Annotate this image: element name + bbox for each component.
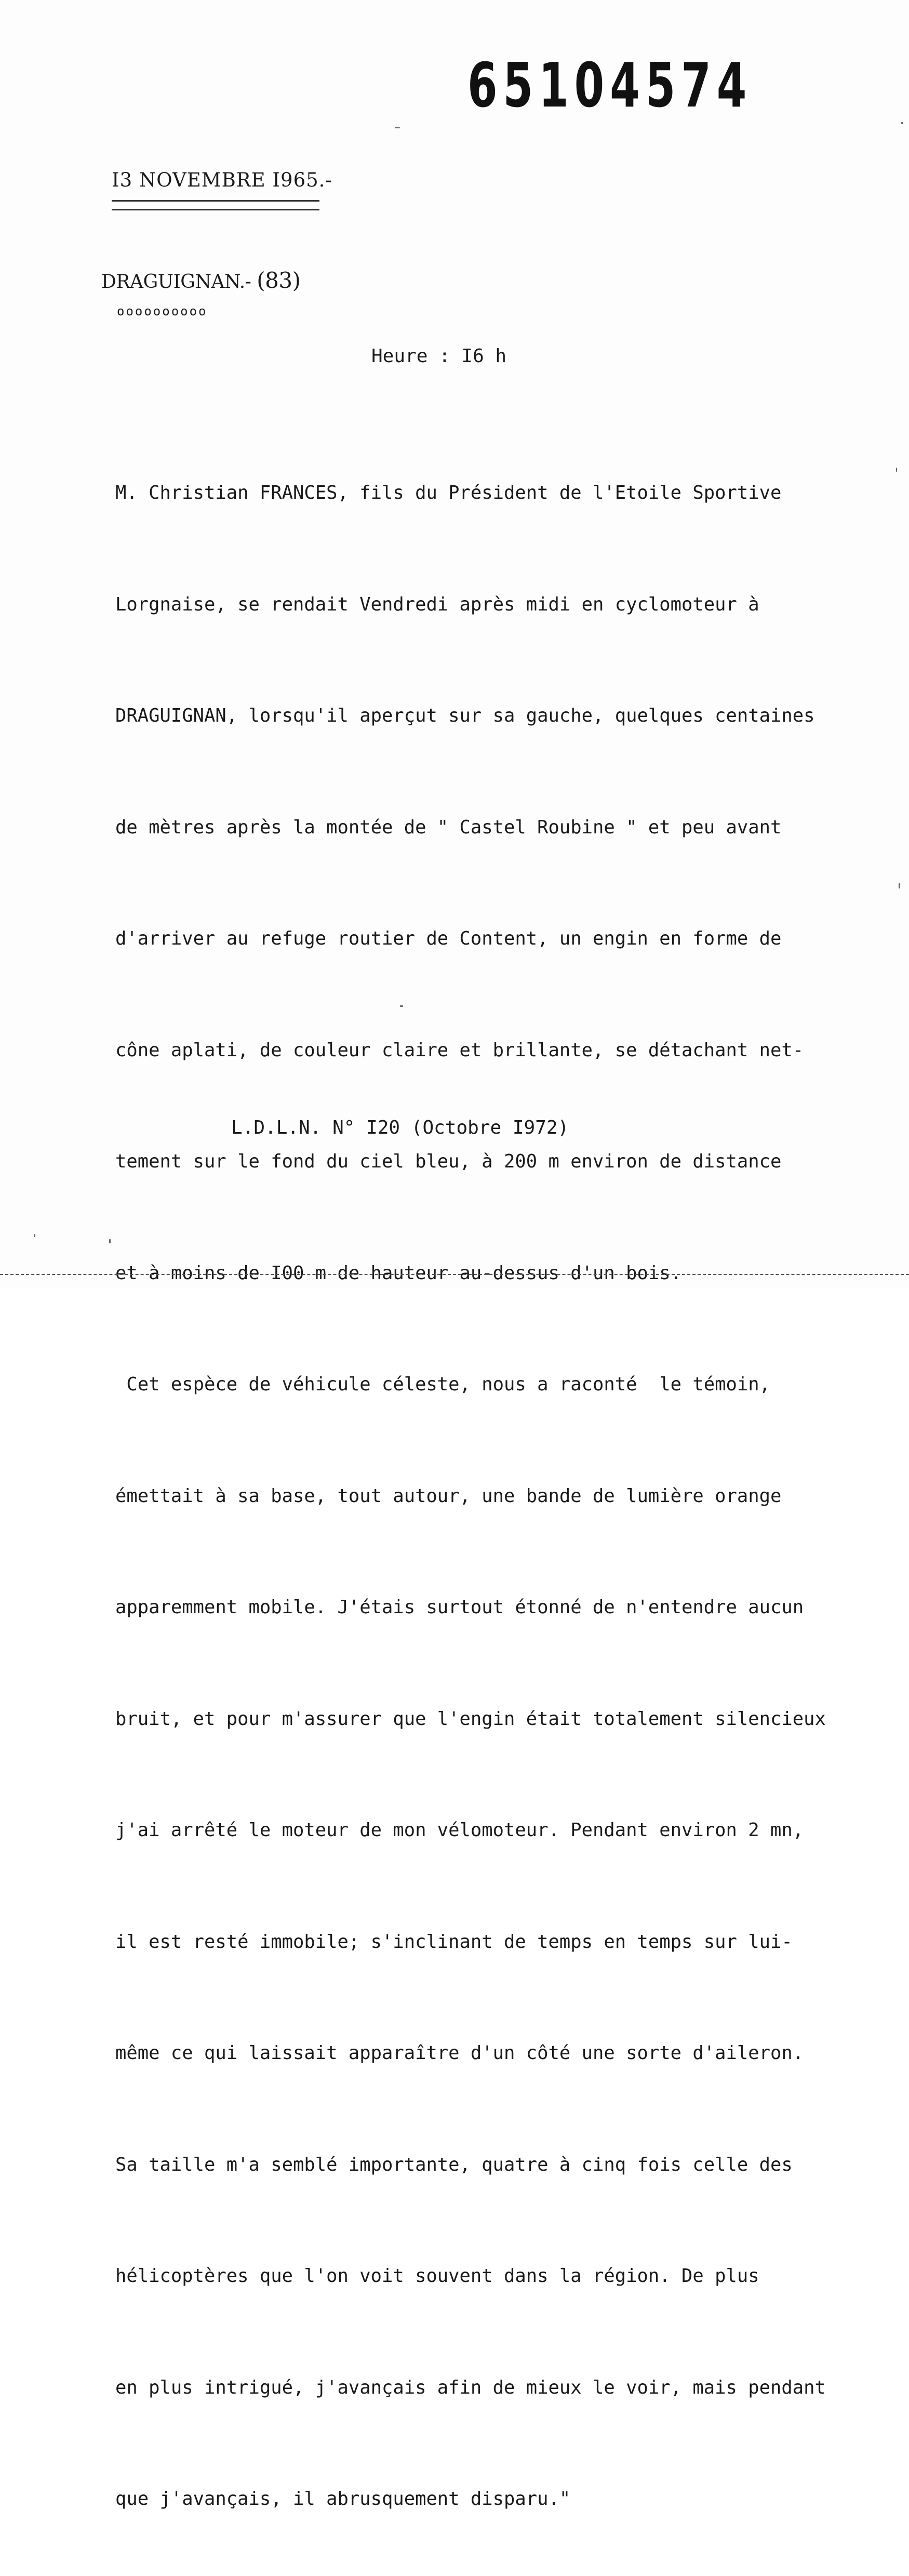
source-citation: L.D.L.N. N° I20 (Octobre I972) [231,1117,569,1138]
report-body [115,400,905,2576]
body-line: bruit, et pour m'assurer que l'engin était totalement silencieux [115,1708,826,1730]
scan-bottom-edge [0,1274,909,1275]
report-location [101,268,301,293]
report-date: I3 NOVEMBRE I965.- [112,169,332,191]
body-line: Cet espèce de véhicule céleste, nous a raconté le témoin, [115,1374,770,1395]
body-line: apparemment mobile. J'étais surtout étonné de n'entendre aucun [115,1597,804,1618]
body-line: émettait à sa base, tout autour, une bande de lumière orange [115,1485,782,1507]
body-line: M. Christian FRANCES, fils du Président de l'Etoile Sportive [115,482,782,503]
body-line: il est resté immobile; s'inclinant de temps en temps sur lui- [115,1931,793,1953]
location-department: (83) [257,268,301,293]
scan-speck [395,127,400,128]
body-line: Sa taille m'a semblé importante, quatre à cinq fois celle des [115,2154,793,2175]
body-line: et à moins de I00 m de hauteur au-dessus d'un bois. [115,1262,682,1284]
body-line: d'arriver au refuge routier de Content, un engin en forme de [115,928,782,949]
scan-speck [34,1234,35,1237]
scan-speck [896,468,897,472]
body-line: cône aplati, de couleur claire et brillante, se détachant net- [115,1039,804,1061]
location-underline-dots: oooooooooo [117,304,208,318]
body-line: tement sur le fond du ciel bleu, à 200 m environ de distance [115,1151,782,1172]
scan-speck [901,122,903,124]
document-number: 65104574 [467,49,753,121]
body-line: même ce qui laissait apparaître d'un côté une sorte d'aileron. [115,2042,804,2064]
body-line: hélicoptères que l'on voit souvent dans la région. De plus [115,2265,759,2287]
body-line: de mètres après la montée de " Castel Roubine " et peu avant [115,816,782,838]
report-hour: Heure : I6 h [371,346,507,367]
body-line: que j'avançais, il abrusquement disparu." [115,2488,571,2509]
scan-speck [400,1005,403,1007]
scan-speck [109,1239,111,1243]
body-line: DRAGUIGNAN, lorsqu'il aperçut sur sa gauche, quelques centaines [115,705,815,726]
body-line: en plus intrigué, j'avançais afin de mieux le voir, mais pendant [115,2376,826,2398]
location-name: DRAGUIGNAN.- [101,271,257,293]
scan-speck [899,883,900,888]
body-line: Lorgnaise, se rendait Vendredi après midi en cyclomoteur à [115,593,759,615]
date-double-underline [112,200,319,210]
body-line: j'ai arrêté le moteur de mon vélomoteur. Pendant environ 2 mn, [115,1820,804,1841]
